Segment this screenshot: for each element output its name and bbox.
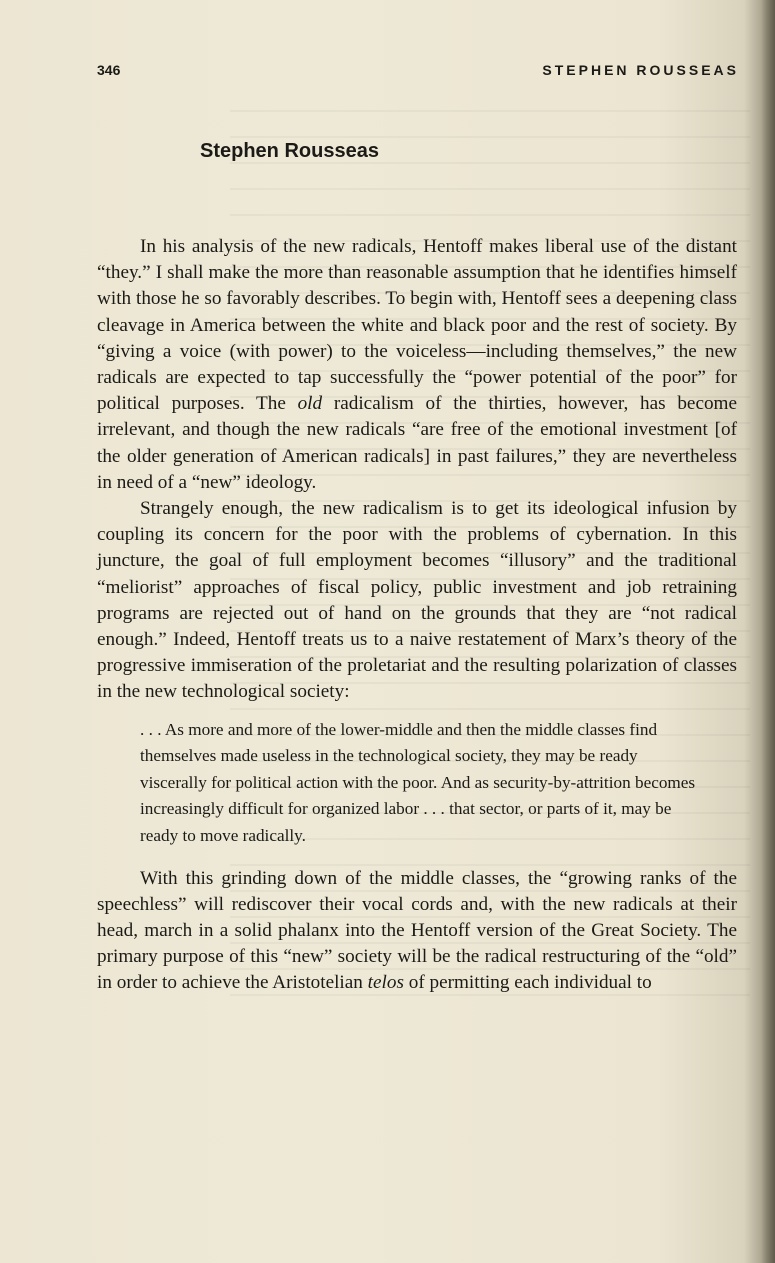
- paragraph-3: [97, 866, 737, 997]
- paragraph-1-text-end: radicalism of the thirties, however, has become irrelevant, and though the new radicals “are free of the emotional investment [of the older generation of American radicals] in past failures,” they are nevertheless in need of a “new” ideology.: [97, 393, 737, 493]
- paragraph-1: [97, 234, 737, 496]
- running-head: STEPHEN ROUSSEAS: [542, 62, 739, 78]
- paragraph-3-text-end: of permitting each individual to: [403, 972, 652, 994]
- page-header: [97, 62, 739, 82]
- paragraph-1-emphasis: old: [297, 393, 323, 415]
- paragraph-1-text-start: In his analysis of the new radicals, Hentoff makes liberal use of the distant “they.” I shall make the more than reasonable assumption that he identifies himself with those he so favorably describes. To begin with, Hentoff sees a deepening class cleavage in America between the white and black poor and the rest of society. By “giving a voice (with power) to the voiceless—including themselves,” the new radicals are expected to tap successfully the “power potential of the poor” for political purposes. The: [97, 236, 737, 415]
- paragraph-3-emphasis: telos: [367, 972, 404, 994]
- spine-shadow: [761, 0, 775, 1263]
- article-heading: Stephen Rousseas: [200, 140, 379, 162]
- paragraph-2: Strangely enough, the new radicalism is to get its ideological infusion by coupling its concern for the poor with the problems of cybernation. In this juncture, the goal of full employment becomes “illusory” and the traditional “meliorist” approaches of fiscal policy, public investment and job retraining programs are rejected out of hand on the grounds that they are “not radical enough.” Indeed, Hentoff treats us to a naive restatement of Marx’s theory of the progressive immiseration of the proletariat and the resulting polarization of classes in the new technological society:: [97, 498, 737, 703]
- paragraph-3-text-start: With this grinding down of the middle classes, the “growing ranks of the speechless” will rediscover their vocal cords and, with the new radicals at their head, march in a solid phalanx into the Hentoff version of the Great Society. The primary purpose of this “new” society will be the radical restructuring of the “old” in order to achieve the Aristotelian: [97, 867, 737, 994]
- page-number: 346: [97, 62, 121, 78]
- body-text: [97, 234, 737, 997]
- block-quote: . . . As more and more of the lower-middle and then the middle classes find themselves made useless in the technological society, they may be ready viscerally for political action with the poor. And as security-by-attrition becomes increasingly difficult for organized labor . . . that sector, or parts of it, may be ready to move radically.: [140, 719, 696, 846]
